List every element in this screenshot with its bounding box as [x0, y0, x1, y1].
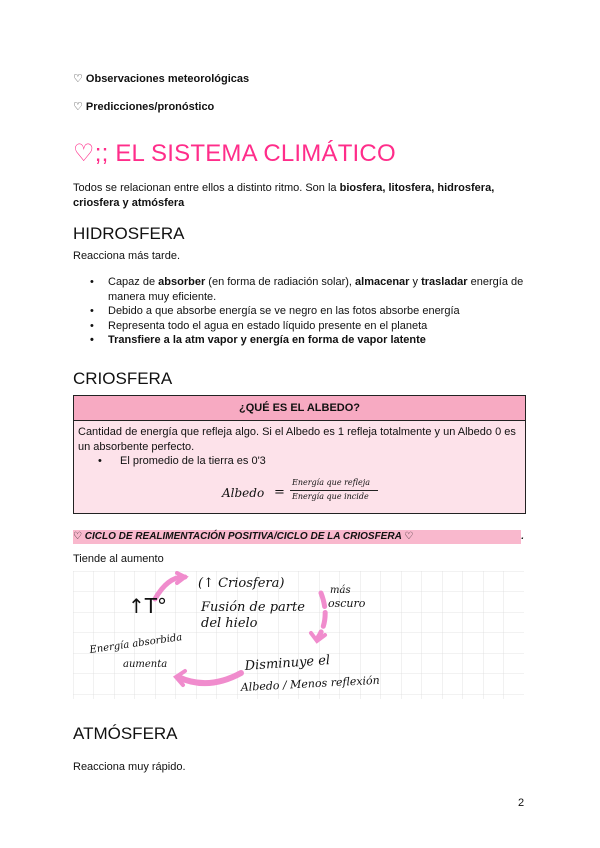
mas-oscuro-line2: oscuro: [328, 597, 366, 610]
energia-line2: aumenta: [123, 659, 168, 670]
formula-numerator: Energía que refleja: [292, 478, 370, 487]
albedo-average: • El promedio de la tierra es 0'3: [78, 454, 521, 469]
list-item: • Capaz de absorber (en forma de radiación solar), almacenar y trasladar energía de manera muy eficiente.: [90, 275, 540, 304]
cycle-heading: ♡ CICLO DE REALIMENTACIÓN POSITIVA/CICLO DE LA CRIOSFERA ♡: [73, 531, 414, 542]
intro-paragraph: [73, 181, 533, 211]
header-item-predicciones: ♡ Predicciones/pronóstico: [73, 101, 215, 113]
header-item-observaciones: ♡ Observaciones meteorológicas: [73, 73, 250, 85]
list-item: • Debido a que absorbe energía se ve negro en las fotos absorbe energía: [90, 304, 540, 319]
temp-label: ↑T°: [128, 594, 167, 618]
albedo-box-title: ¿QUÉ ES EL ALBEDO?: [74, 396, 525, 421]
formula-lhs: Albedo: [222, 486, 265, 500]
disminuye-line1: Disminuye el: [244, 653, 331, 674]
disminuye-line2: Albedo / Menos reflexión: [240, 673, 381, 694]
list-item: • Representa todo el agua en estado líquido presente en el planeta: [90, 319, 540, 334]
atmosfera-heading: ATMÓSFERA: [73, 724, 178, 743]
albedo-box: [73, 395, 526, 514]
criosfera-note: (↑ Criosfera): [198, 576, 285, 591]
trend-text: Tiende al aumento: [73, 553, 164, 565]
energia-line1: Energía absorbida: [88, 632, 183, 656]
page-number: 2: [518, 797, 525, 809]
formula-equals: =: [274, 485, 285, 500]
fusion-line2: del hielo: [201, 616, 258, 631]
hidrosfera-heading: HIDROSFERA: [73, 224, 185, 243]
cycle-highlight: [73, 530, 524, 544]
cycle-svg: [73, 571, 524, 699]
list-item: • Transfiere a la atm vapor y energía en forma de vapor latente: [90, 333, 540, 348]
hidrosfera-list: [90, 275, 540, 348]
intro-bold: biosfera, litosfera, hidrosfera, criosfera y atmósfera: [73, 182, 495, 209]
mas-oscuro-line1: más: [330, 585, 351, 596]
fraction-bar: [290, 490, 378, 491]
criosfera-cycle-diagram: [73, 571, 524, 699]
highlight-end: .: [521, 531, 524, 542]
criosfera-heading: CRIOSFERA: [73, 369, 173, 388]
formula-denominator: Energía que incide: [292, 492, 369, 501]
atmosfera-subtitle: Reacciona muy rápido.: [73, 761, 186, 773]
intro-text: Todos se relacionan entre ellos a distinto ritmo. Son la: [73, 182, 340, 194]
hidrosfera-subtitle: Reacciona más tarde.: [73, 250, 180, 262]
page-title: ♡;; EL SISTEMA CLIMÁTICO: [73, 140, 396, 167]
albedo-definition: Cantidad de energía que refleja algo. Si el Albedo es 1 refleja totalmente y un Albedo 0 es un absorbente perfecto.: [78, 426, 516, 453]
fusion-line1: Fusión de parte: [201, 600, 305, 615]
